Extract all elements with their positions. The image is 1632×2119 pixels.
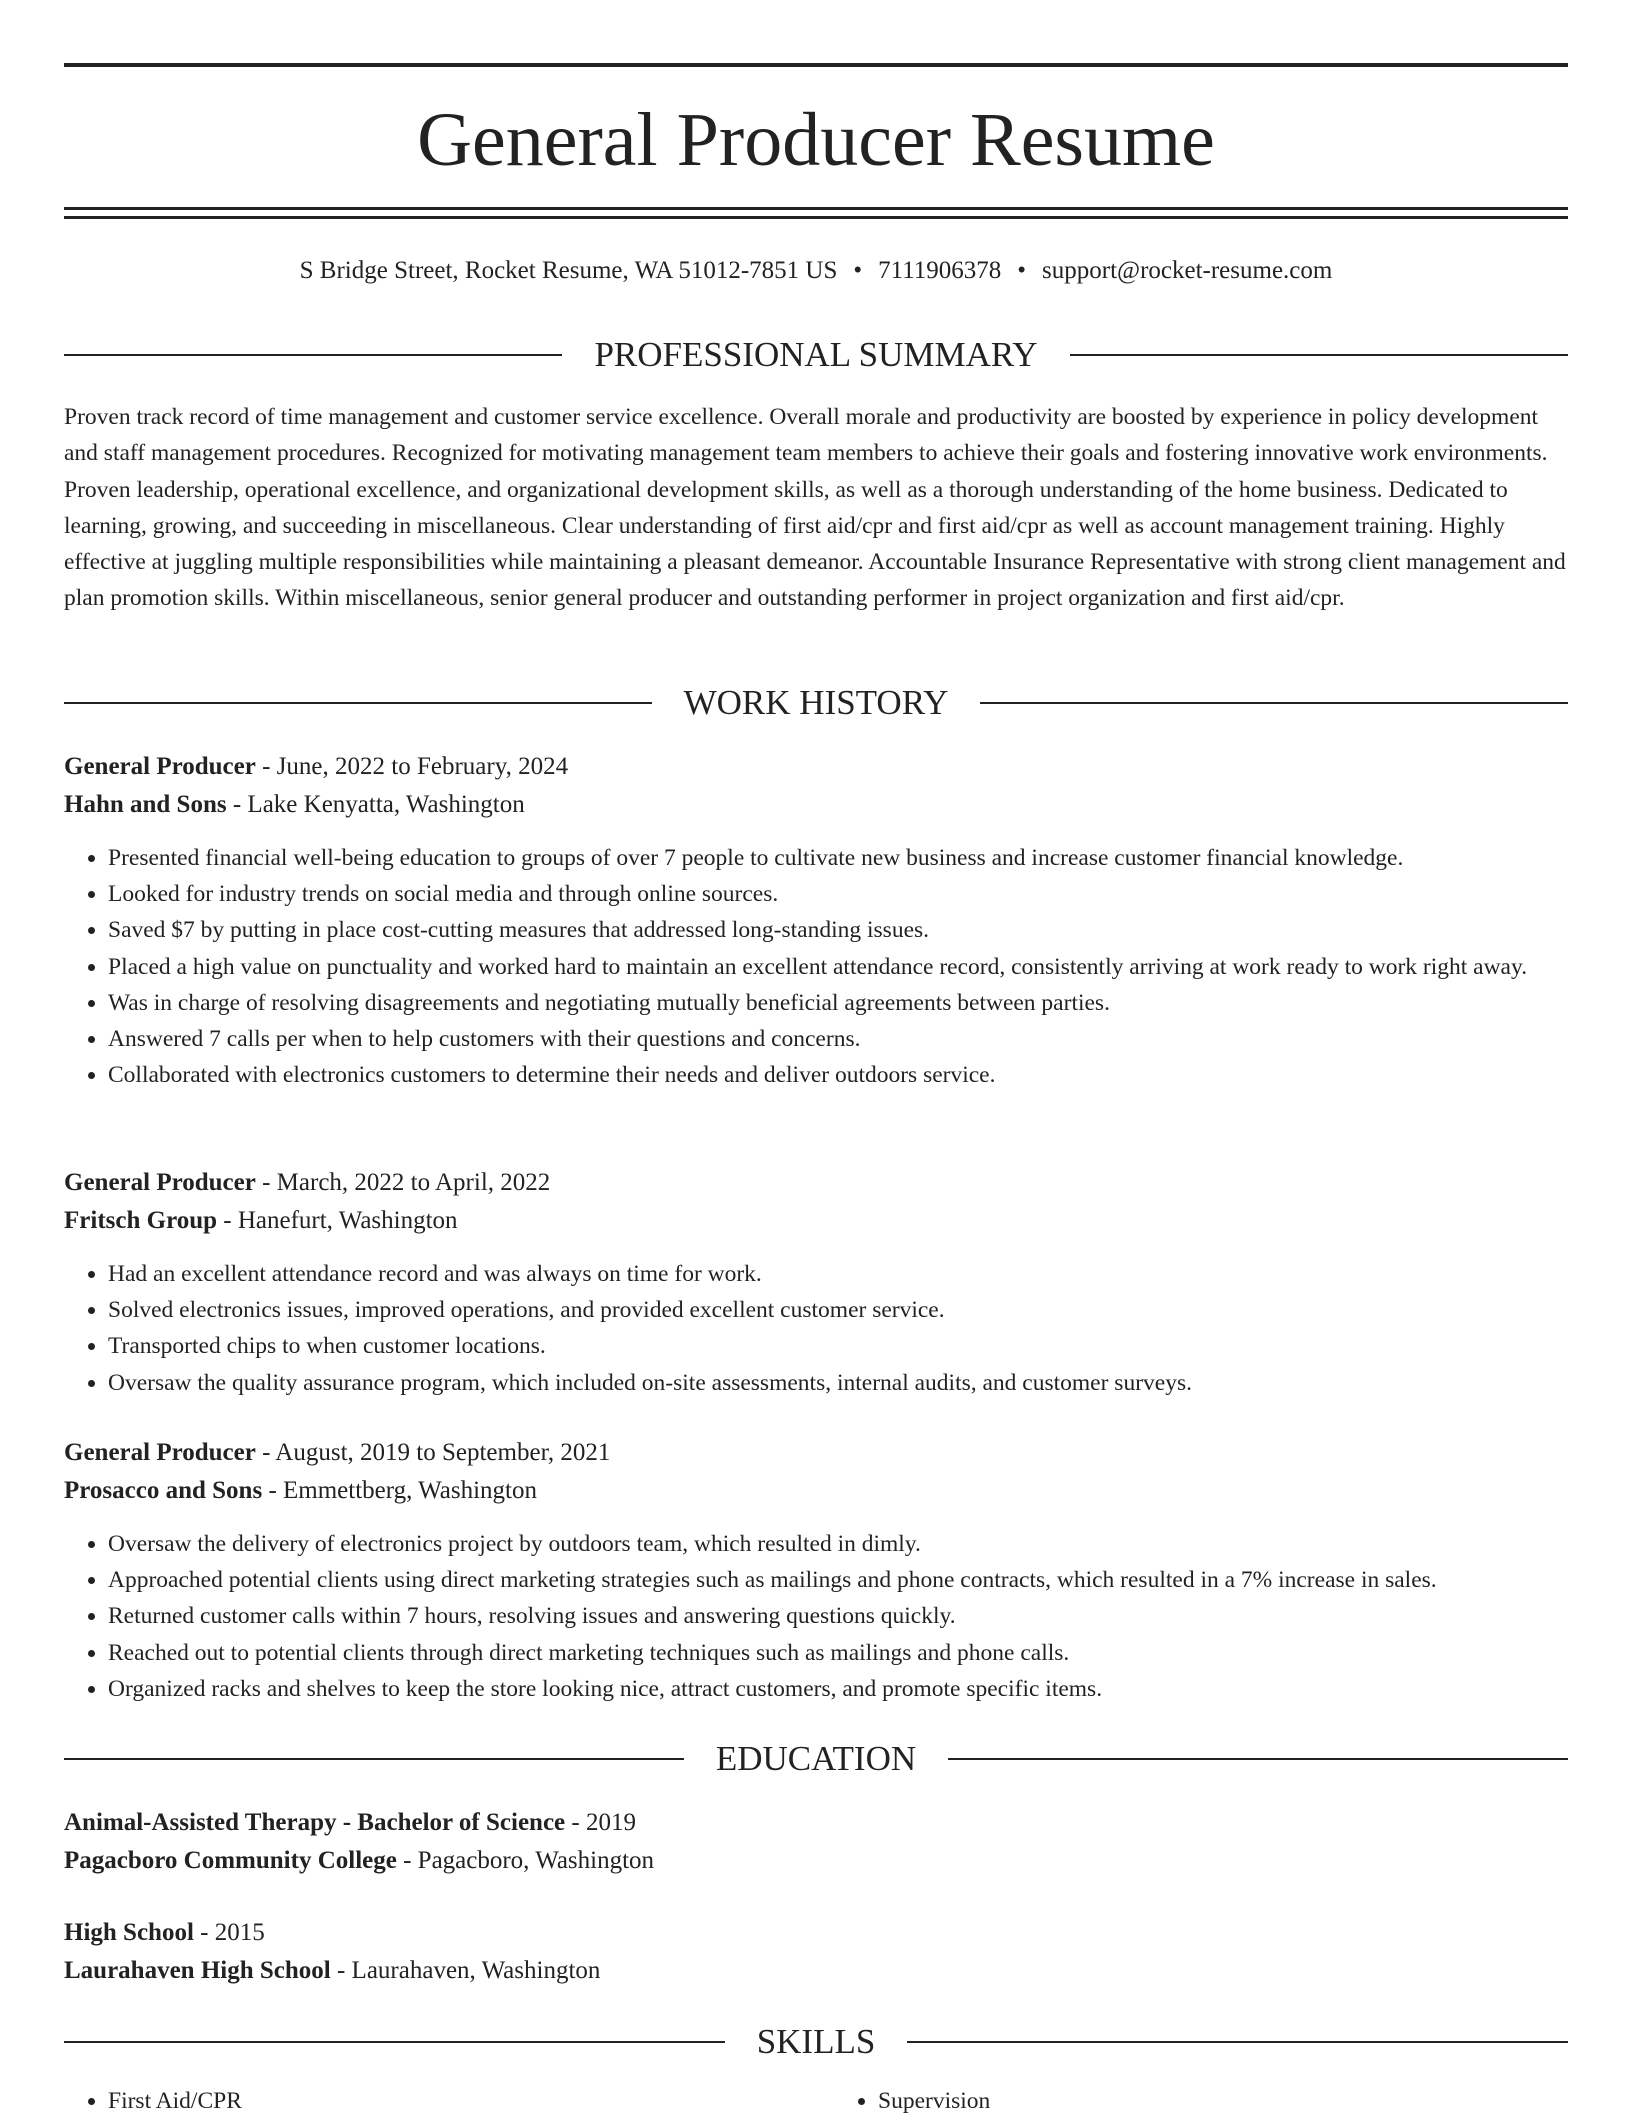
contact-line bbox=[64, 253, 1568, 289]
section-title-summary: PROFESSIONAL SUMMARY bbox=[594, 335, 1038, 374]
section-title-education: EDUCATION bbox=[715, 1739, 917, 1778]
job-bullet: • Presented financial well-being education to groups of over 7 people to cultivate new business and increase customer financial knowledge. bbox=[108, 840, 1568, 876]
job-bullet: • Had an excellent attendance record and was always on time for work. bbox=[108, 1256, 1568, 1292]
section-rule-left bbox=[64, 702, 652, 704]
education-location: - Pagacboro, Washington bbox=[396, 1847, 655, 1874]
section-rule-left bbox=[64, 2041, 725, 2043]
job-location: - Emmettberg, Washington bbox=[262, 1477, 537, 1504]
section-header-work bbox=[64, 681, 1568, 725]
job-bullet: • Answered 7 calls per when to help customers with their questions and concerns. bbox=[108, 1021, 1568, 1057]
section-rule-right bbox=[980, 702, 1568, 704]
job-bullets bbox=[64, 1526, 1568, 1707]
job-company: Hahn and Sons bbox=[64, 791, 227, 818]
job-bullet: • Oversaw the delivery of electronics project by outdoors team, which resulted in dimly. bbox=[108, 1526, 1568, 1562]
skill-item: • Supervision bbox=[878, 2083, 1568, 2119]
job-entry bbox=[64, 1434, 1568, 1707]
job-dates: - March, 2022 to April, 2022 bbox=[255, 1169, 551, 1196]
job-title: General Producer bbox=[64, 1439, 256, 1466]
contact-email: support@rocket-resume.com bbox=[1042, 257, 1333, 284]
section-rule-left bbox=[64, 354, 562, 356]
contact-separator: • bbox=[1017, 257, 1027, 284]
job-title: General Producer bbox=[64, 753, 256, 780]
section-rule-right bbox=[1070, 354, 1568, 356]
job-bullet: • Approached potential clients using direct marketing strategies such as mailings and phone contracts, which resulted in a 7% increase in sales. bbox=[108, 1562, 1568, 1598]
job-bullet: • Solved electronics issues, improved operations, and provided excellent customer service. bbox=[108, 1292, 1568, 1328]
job-bullet: • Reached out to potential clients through direct marketing techniques such as mailings and phone calls. bbox=[108, 1635, 1568, 1671]
education-year: - 2019 bbox=[565, 1809, 636, 1836]
job-company: Fritsch Group bbox=[64, 1207, 218, 1234]
education-year: - 2015 bbox=[193, 1919, 265, 1946]
top-rule bbox=[64, 63, 1568, 67]
section-header-summary bbox=[64, 333, 1568, 377]
education-degree: Animal-Assisted Therapy - Bachelor of Science bbox=[64, 1809, 566, 1836]
education-degree: High School bbox=[64, 1919, 194, 1946]
skills-column-right bbox=[798, 2083, 1568, 2119]
section-header-education bbox=[64, 1737, 1568, 1781]
section-rule-left bbox=[64, 1758, 684, 1760]
job-bullet: • Collaborated with electronics customers to determine their needs and deliver outdoors service. bbox=[108, 1057, 1568, 1093]
job-bullet: • Placed a high value on punctuality and worked hard to maintain an excellent attendance record, consistently arriving at work ready to work right away. bbox=[108, 949, 1568, 985]
contact-address: S Bridge Street, Rocket Resume, WA 51012-7851 US bbox=[299, 257, 838, 284]
section-title-work: WORK HISTORY bbox=[683, 683, 949, 722]
job-bullet: • Looked for industry trends on social media and through online sources. bbox=[108, 876, 1568, 912]
education-entry bbox=[64, 1914, 1568, 1990]
section-rule-right bbox=[948, 1758, 1568, 1760]
contact-separator: • bbox=[853, 257, 863, 284]
skill-item: • First Aid/CPR bbox=[108, 2083, 798, 2119]
skills-list bbox=[64, 2083, 1568, 2119]
page-title: General Producer Resume bbox=[417, 98, 1215, 182]
education-location: - Laurahaven, Washington bbox=[330, 1957, 601, 1984]
job-location: - Lake Kenyatta, Washington bbox=[226, 791, 525, 818]
education-school: Laurahaven High School bbox=[64, 1957, 331, 1984]
job-bullet: • Was in charge of resolving disagreements and negotiating mutually beneficial agreements between parties. bbox=[108, 985, 1568, 1021]
education-entry bbox=[64, 1804, 1568, 1880]
job-bullet: • Saved $7 by putting in place cost-cutting measures that addressed long-standing issues. bbox=[108, 912, 1568, 948]
job-company: Prosacco and Sons bbox=[64, 1477, 263, 1504]
job-entry bbox=[64, 1164, 1568, 1401]
summary-paragraph: Proven track record of time management and customer service excellence. Overall morale and productivity are boosted by experience in policy development and staff management procedures. Recognized for motivating management team members to achieve their goals and fostering innovative work environments. Proven leadership, operational excellence, and organizational development skills, as well as a thorough understanding of the home business. Dedicated to learning, growing, and succeeding in miscellaneous. Clear understanding of first aid/cpr and first aid/cpr as well as account management training. Highly effective at juggling multiple responsibilities while maintaining a pleasant demeanor. Accountable Insurance Representative with strong client management and plan promotion skills. Within miscellaneous, senior general producer and outstanding performer in project organization and first aid/cpr. bbox=[64, 404, 1566, 612]
skills-column-left bbox=[64, 2083, 798, 2119]
title-double-rule bbox=[64, 207, 1568, 219]
section-rule-right bbox=[907, 2041, 1568, 2043]
job-bullets bbox=[64, 840, 1568, 1093]
job-dates: - June, 2022 to February, 2024 bbox=[255, 753, 569, 780]
section-header-skills bbox=[64, 2020, 1568, 2064]
job-bullet: • Returned customer calls within 7 hours, resolving issues and answering questions quickly. bbox=[108, 1598, 1568, 1634]
section-title-skills: SKILLS bbox=[756, 2022, 876, 2061]
job-bullets bbox=[64, 1256, 1568, 1401]
job-title: General Producer bbox=[64, 1169, 256, 1196]
job-bullet: • Oversaw the quality assurance program, which included on-site assessments, internal audits, and customer surveys. bbox=[108, 1365, 1568, 1401]
contact-phone: 7111906378 bbox=[878, 257, 1002, 284]
job-dates: - August, 2019 to September, 2021 bbox=[255, 1439, 611, 1466]
education-school: Pagacboro Community College bbox=[64, 1847, 397, 1874]
job-location: - Hanefurt, Washington bbox=[217, 1207, 458, 1234]
job-entry bbox=[64, 748, 1568, 1093]
job-bullet: • Transported chips to when customer locations. bbox=[108, 1328, 1568, 1364]
job-bullet: • Organized racks and shelves to keep the store looking nice, attract customers, and promote specific items. bbox=[108, 1671, 1568, 1707]
